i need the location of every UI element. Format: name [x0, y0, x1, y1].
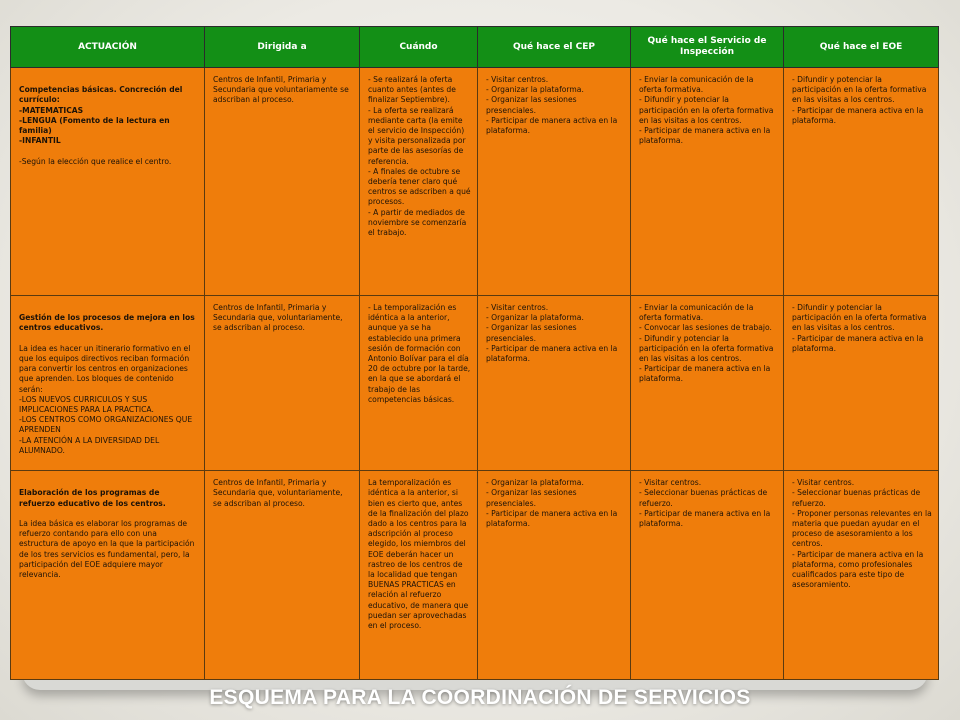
header-inspeccion: Qué hace el Servicio de Inspección — [631, 27, 784, 68]
cell-inspeccion: - Enviar la comunicación de la oferta formativa. - Difundir y potenciar la participación en la oferta formativa en las visitas a los centros. - Participar de manera activa en la plataforma. — [631, 68, 784, 296]
actuacion-body: -Según la elección que realice el centro. — [19, 156, 172, 166]
cell-eoe: - Difundir y potenciar la participación en la oferta formativa en las visitas a los centros. - Participar de manera activa en la plataforma. — [784, 68, 939, 296]
header-cep: Qué hace el CEP — [478, 27, 631, 68]
cell-actuacion — [11, 471, 205, 680]
cell-eoe: - Visitar centros. - Seleccionar buenas prácticas de refuerzo. - Proponer personas relevantes en la materia que puedan ayudar en el proceso de asesoramiento a los centros. - Participar de manera activa en la plataforma, como profesionales cualificados para este tipo de asesoramiento. — [784, 471, 939, 680]
cell-inspeccion: - Enviar la comunicación de la oferta formativa. - Convocar las sesiones de trabajo. - Difundir y potenciar la participación en la oferta formativa en las visitas a los centros. - Participar de manera activa en la plataforma. — [631, 296, 784, 471]
table-row — [11, 68, 939, 296]
header-actuacion: ACTUACIÓN — [11, 27, 205, 68]
cell-cep: - Visitar centros. - Organizar la plataforma. - Organizar las sesiones presenciales. - Participar de manera activa en la plataforma. — [478, 296, 631, 471]
cell-inspeccion: - Visitar centros. - Seleccionar buenas prácticas de refuerzo. - Participar de manera activa en la plataforma. — [631, 471, 784, 680]
table-header-row — [11, 27, 939, 68]
cell-actuacion — [11, 296, 205, 471]
cell-cuando: - Se realizará la oferta cuanto antes (antes de finalizar Septiembre). - La oferta se realizará mediante carta (la emite el servicio de Inspección) y visita personalizada por parte de las asesorías de referencia. - A finales de octubre se debería tener claro qué centros se adscriben a qué procesos. - A partir de mediados de noviembre se comenzaría el trabajo. — [360, 68, 478, 296]
actuacion-body: La idea básica es elaborar los programas de refuerzo contando para ello con una estructura de apoyo en la que la participación de los tres servicios es fundamental, pero, la participación del EOE adquiere mayor relevancia. — [19, 519, 195, 580]
cell-cep: - Organizar la plataforma. - Organizar las sesiones presenciales. - Participar de manera activa en la plataforma. — [478, 471, 631, 680]
coordination-table — [10, 26, 939, 680]
table-row — [11, 296, 939, 471]
cell-actuacion — [11, 68, 205, 296]
cell-cuando: La temporalización es idéntica a la anterior, si bien es cierto que, antes de la finalización del plazo dado a los centros para la adscripción al proceso elegido, los miembros del EOE deberán hacer un rastreo de los centros de la localidad que tengan BUENAS PRACTICAS en relación al refuerzo educativo, de manera que puedan ser aprovechadas en el proceso. — [360, 471, 478, 680]
cell-cep: - Visitar centros. - Organizar la plataforma. - Organizar las sesiones presenciales. - Participar de manera activa en la plataforma. — [478, 68, 631, 296]
table-row — [11, 471, 939, 680]
cell-dirigida: Centros de Infantil, Primaria y Secundaria que, voluntariamente, se adscriban al proceso. — [205, 471, 360, 680]
header-dirigida: Dirigida a — [205, 27, 360, 68]
cell-eoe: - Difundir y potenciar la participación en la oferta formativa en las visitas a los centros. - Participar de manera activa en la plataforma. — [784, 296, 939, 471]
actuacion-title: Elaboración de los programas de refuerzo educativo de los centros. — [19, 488, 166, 508]
actuacion-body: La idea es hacer un itinerario formativo en el que los equipos directivos reciban formación para convertir los centros en organizaciones que aprenden. Los bloques de contenido serán: -LOS NUEVOS CURRICULOS Y SUS IMPLICACIONES PARA LA PRACTICA. -LOS CENTROS COMO ORGANIZACIONES QUE APRENDEN -LA ATENCIÓN A LA DIVERSIDAD DEL ALUMNADO. — [19, 343, 193, 455]
header-eoe: Qué hace el EOE — [784, 27, 939, 68]
slide-title: ESQUEMA PARA LA COORDINACIÓN DE SERVICIOS — [209, 686, 751, 709]
actuacion-title: Competencias básicas. Concreción del currículo: -MATEMATICAS -LENGUA (Fomento de la lectura en familia) -INFANTIL — [19, 85, 183, 146]
actuacion-title: Gestión de los procesos de mejora en los centros educativos. — [19, 313, 195, 333]
header-cuando: Cuándo — [360, 27, 478, 68]
cell-dirigida: Centros de Infantil, Primaria y Secundaria que voluntariamente se adscriban al proceso. — [205, 68, 360, 296]
cell-dirigida: Centros de Infantil, Primaria y Secundaria que, voluntariamente, se adscriban al proceso. — [205, 296, 360, 471]
cell-cuando: - La temporalización es idéntica a la anterior, aunque ya se ha establecido una primera sesión de formación con Antonio Bolívar para el día 20 de octubre por la tarde, en la que se abordará el trabajo de las competencias básicas. — [360, 296, 478, 471]
